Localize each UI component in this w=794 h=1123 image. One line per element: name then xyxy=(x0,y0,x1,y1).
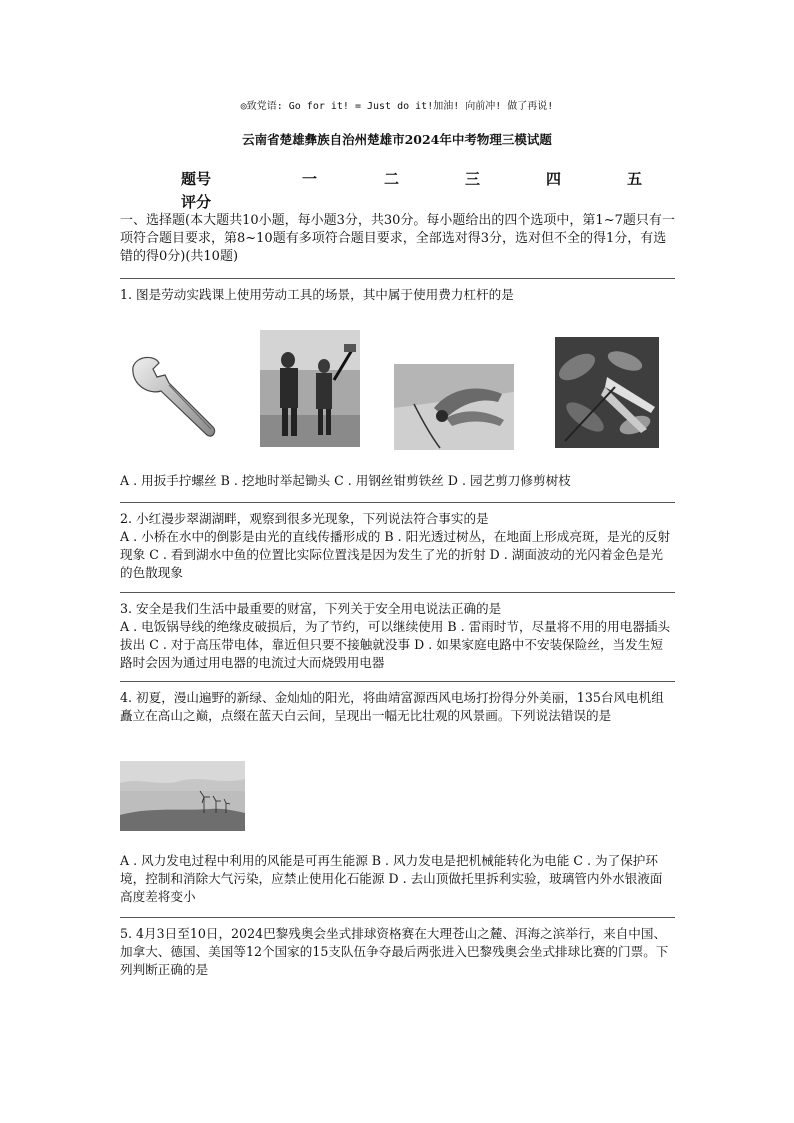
column-2: 二 xyxy=(384,170,400,188)
wind-farm-photo xyxy=(120,761,245,831)
column-5: 五 xyxy=(627,170,643,188)
pliers-photo xyxy=(394,364,514,450)
question-4-stem: 4. 初夏，漫山遍野的新绿、金灿灿的阳光，将曲靖富源西风电场打扮得分外美丽，135台风电机组矗立在高山之巅，点缀在蓝天白云间，呈现出一幅无比壮观的风景画。下列说法错误的是 xyxy=(120,690,664,723)
divider xyxy=(120,278,675,279)
question-4-options: A . 风力发电过程中利用的风能是可再生能源 B . 风力发电是把机械能转化为电能 C . 为了保护环境，控制和消除大气污染，应禁止使用化石能源 D . 去山顶做托里拆利实验，玻璃管内外水银液面高度差将变小 xyxy=(120,853,663,904)
digging-photo xyxy=(260,330,360,447)
column-1: 一 xyxy=(302,170,318,188)
pruning-shears-photo xyxy=(555,337,659,448)
question-2-options: A . 小桥在水中的倒影是由光的直线传播形成的 B . 阳光透过树丛，在地面上形成亮斑，是光的反射现象 C . 看到湖水中鱼的位置比实际位置浅是因为发生了光的折射 D . 湖面波动的光闪着金色是光的色散现象 xyxy=(120,529,671,580)
question-1-options: A . 用扳手拧螺丝 B . 挖地时举起锄头 C . 用钢丝钳剪铁丝 D . 园艺剪刀修剪树枝 xyxy=(120,473,571,488)
question-number-label: 题号 xyxy=(181,170,212,188)
column-4: 四 xyxy=(546,170,562,188)
divider xyxy=(120,592,675,593)
wrench-image xyxy=(125,353,221,443)
exam-title: 云南省楚雄彝族自治州楚雄市2024年中考物理三模试题 xyxy=(242,132,552,147)
divider xyxy=(120,681,675,682)
score-row-label: 评分 xyxy=(181,193,212,211)
question-3-stem: 3. 安全是我们生活中最重要的财富，下列关于安全用电说法正确的是 xyxy=(120,601,502,616)
divider xyxy=(120,502,675,503)
question-2-stem: 2. 小红漫步翠湖湖畔，观察到很多光现象，下列说法符合事实的是 xyxy=(120,511,489,526)
question-1-stem: 1. 图是劳动实践课上使用劳动工具的场景，其中属于使用费力杠杆的是 xyxy=(120,287,514,302)
motto-line: ◎致党语: Go for it! = Just do it!加油! 向前冲! 做了再说! xyxy=(240,101,554,112)
score-table-header xyxy=(181,168,651,188)
section-heading: 一、选择题(本大题共10小题，每小题3分，共30分。每小题给出的四个选项中，第1~7题只有一项符合题目要求，第8~10题有多项符合题目要求，全部选对得3分，选对但不全的得1分，有选错的得0分)(共10题) xyxy=(120,213,675,264)
question-3-options: A . 电饭锅导线的绝缘皮破损后，为了节约，可以继续使用 B . 雷雨时节，尽量将不用的用电器插头拔出 C . 对于高压带电体，靠近但只要不接触就没事 D . 如果家庭电路中不安装保险丝，当发生短路时会因为通过用电器的电流过大而烧毁用电器 xyxy=(120,619,671,670)
question-5-stem: 5. 4月3日至10日，2024巴黎残奥会坐式排球资格赛在大理苍山之麓、洱海之滨举行，来自中国、加拿大、德国、美国等12个国家的15支队伍争夺最后两张进入巴黎残奥会坐式排球比赛的门票。下列判断正确的是 xyxy=(120,926,669,977)
divider xyxy=(120,917,675,918)
column-3: 三 xyxy=(465,170,481,188)
